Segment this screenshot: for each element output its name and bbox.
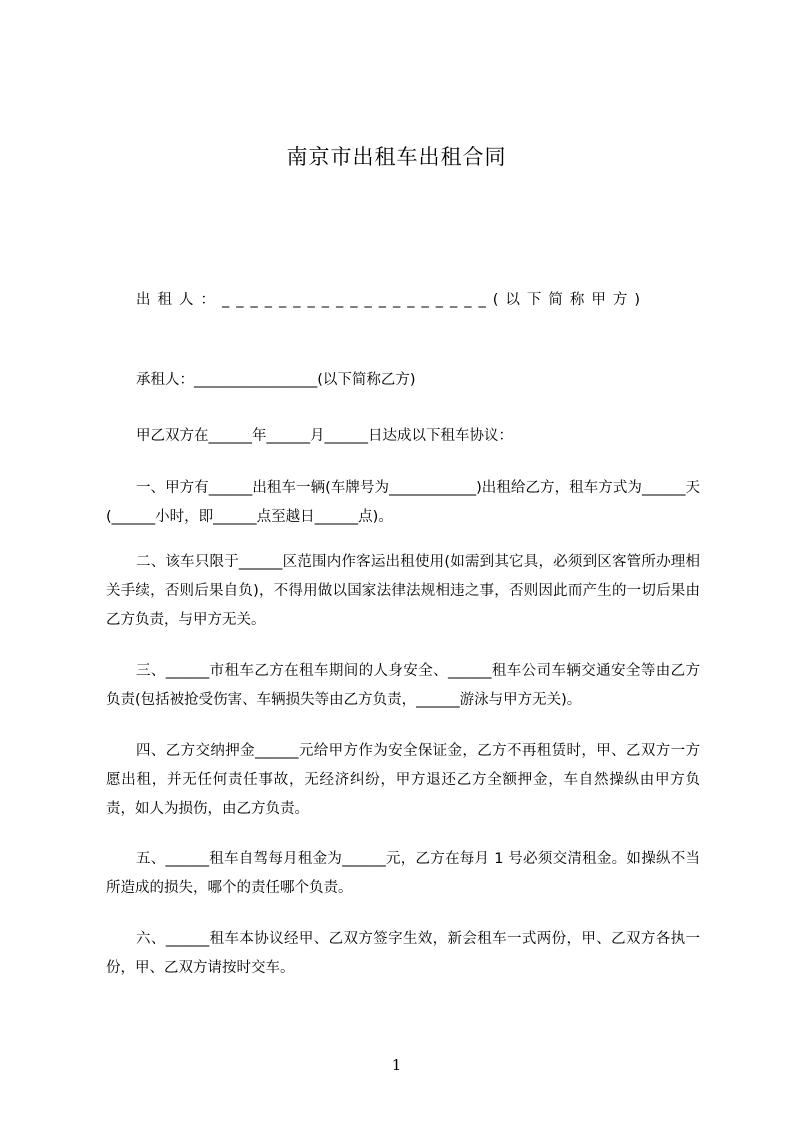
agreement-intro: 甲乙双方在______年______月______日达成以下租车协议： <box>136 428 513 444</box>
clause-2: 二、该车只限于______区范围内作客运出租使用(如需到其它具，必须到区客管所办理相关手续，否则后果自负)，不得用做以国家法律法规相违之事，否则因此而产生的一切后果由乙方负责，与甲方无关。 <box>106 554 700 628</box>
clause-1: 一、甲方有______出租车一辆(车牌号为____________)出租给乙方，租车方式为______天(______小时，即______点至越日______点)。 <box>106 480 700 525</box>
lessee-line: 承租人：_________________(以下简称乙方) <box>136 372 416 388</box>
page-number: 1 <box>391 1056 402 1074</box>
document-title: 南京市出租车出租合同 <box>286 145 507 169</box>
lessor-line: 出租人：___________________(以下简称甲方) <box>136 292 648 308</box>
clause-3: 三、______市租车乙方在租车期间的人身安全、______租车公司车辆交通安全等由乙方负责(包括被抢受伤害、车辆损失等由乙方负责，______游泳与甲方无关)。 <box>106 663 700 708</box>
clause-6: 六、______租车本协议经甲、乙双方签字生效，新会租车一式两份，甲、乙双方各执一份，甲、乙双方请按时交车。 <box>106 931 700 976</box>
clause-4: 四、乙方交纳押金______元给甲方作为安全保证金，乙方不再租赁时，甲、乙双方一方愿出租，并无任何责任事故，无经济纠纷，甲方退还乙方全额押金，车自然操纵由甲方负责，如人为损伤，由乙方负责。 <box>106 743 700 817</box>
clause-5: 五、______租车自驾每月租金为______元，乙方在每月 1 号必须交清租金。如操纵不当所造成的损失，哪个的责任哪个负责。 <box>106 851 700 896</box>
